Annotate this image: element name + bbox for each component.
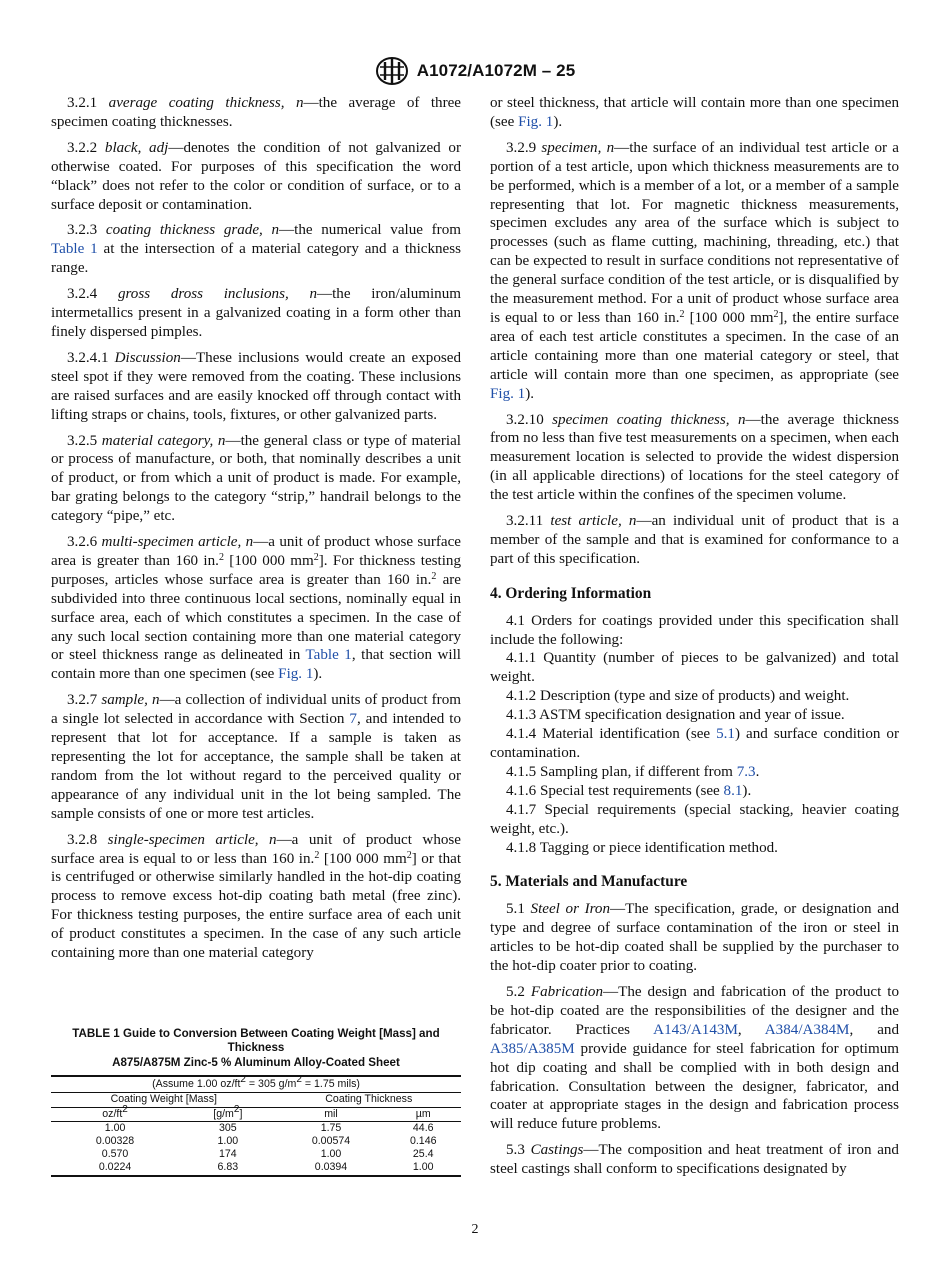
unit-mil: mil (277, 1107, 386, 1121)
para-3-2-8: 3.2.8 single-specimen article, n—a unit of product whose surface area is equal to or less than 160 in.$^2$ [100 000 $mm^2$] or that is centrifuged or otherwise similarly handled in the hot-dip coating process to remove excess hot-dip coating bath metal (free zinc). For thickness testing purposes, the entire surface area of each unit of product constitutes a specimen. In the case of any such article containing more than one material category (51, 831, 462, 962)
a143-link[interactable]: A143/A143M (653, 1021, 738, 1038)
table-1-link[interactable]: Table 1 (305, 647, 352, 664)
table-cell: 0.00328 (95, 1135, 135, 1148)
table-cell: 1.00 (385, 1161, 461, 1175)
para-4-1-4: 4.1.4 Material identification (see 5.1) and surface condition or contamination. (490, 726, 899, 761)
para-3-2-1: 3.2.1 average coating thickness, n—the average of three specimen coating thicknesses. (51, 95, 462, 130)
table-cell: 305 (218, 1121, 237, 1134)
para-4-1-6: 4.1.6 Special test requirements (see 8.1). (506, 782, 752, 799)
table-assumption: (Assume 1.00 $oz/ft^2 = 305$ $g/m^2 = 1.75$ mils) (51, 1076, 461, 1093)
table-title: TABLE 1 Guide to Conversion Between Coating Weight [Mass] and Thickness (72, 1027, 440, 1055)
table-cell: 0.570 (101, 1148, 129, 1161)
table-cell: 0.146 (409, 1135, 437, 1148)
para-3-2-10: 3.2.10 specimen coating thickness, n—the average thickness from no less than five test measurements on a specimen, when each measurement location is selected to provide the widest dispersion (in all applicable directions) of locations for the steel category of the test article within the confines of the specimen volume. (490, 411, 900, 504)
conversion-table (51, 1075, 461, 1176)
table-1 (51, 1027, 461, 1177)
para-3-2-2: 3.2.2 black, adj—denotes the condition of not galvanized or otherwise coated. For purposes of this specification the word “black” does not refer to the color or condition of surface, or to a surface deposit or contamination. (51, 139, 461, 213)
fig-1-link[interactable]: Fig. 1 (278, 666, 314, 683)
para-4-1-8: 4.1.8 Tagging or piece identification method. (506, 839, 778, 856)
table-subtitle: A875/A875M Zinc-5 % Aluminum Alloy-Coated Sheet (112, 1055, 400, 1069)
table-cell: 0.0224 (51, 1161, 179, 1175)
fig-1-link[interactable]: Fig. 1 (518, 113, 554, 130)
section-8-1-link[interactable]: 8.1 (723, 782, 743, 799)
para-4-1-2: 4.1.2 Description (type and size of products) and weight. (506, 688, 850, 705)
table-assumption-row (51, 1076, 461, 1093)
para-4-1: 4.1 Orders for coatings provided under this specification shall include the following: (490, 612, 899, 648)
para-5-1: 5.1 Steel or Iron—The specification, grade, or designation and type and degree of surface contamination of the iron or steel in articles to be hot-dip coated shall be supplied by the purchaser to the hot-dip coater prior to coating. (490, 901, 899, 975)
para-3-2-11: 3.2.11 test article, n—an individual unit of product that is a member of the sample and that is examined for conformance to a part of this specification. (490, 513, 899, 567)
table-row (51, 1121, 461, 1135)
table-group-header (51, 1093, 461, 1107)
para-5-3: 5.3 Castings—The composition and heat treatment of iron and steel castings shall conform to specifications designated by (490, 1142, 899, 1178)
a384-link[interactable]: A384/A384M (764, 1021, 850, 1038)
table-row (51, 1135, 461, 1148)
para-5-2: 5.2 Fabrication—The design and fabrication of the product to be hot-dip coated are the responsibilities of the designer and the fabricator. Practices A143/A143M, A384/A384M, and A385/A385M provide guidance for steel fabrication for optimum hot dip coating and shall be complied with in both design and fabrication. Consultation between the designer, fabricator, and coater at appropriate stages in the design and fabrication process will reduce future problems. (490, 983, 900, 1133)
para-4-1-1: 4.1.1 Quantity (number of pieces to be galvanized) and total weight. (490, 650, 899, 686)
astm-logo-icon (375, 56, 409, 86)
a385-link[interactable]: A385/A385M (490, 1040, 575, 1057)
section-4-heading: 4. Ordering Information (490, 584, 652, 602)
page-header (0, 56, 950, 91)
page-number: 2 (471, 1222, 479, 1237)
section-7-3-link[interactable]: 7.3 (736, 763, 756, 780)
header-coating-thickness: Coating Thickness (277, 1093, 461, 1107)
para-3-2-9: 3.2.9 specimen, n—the surface of an individual test article or a portion of a test article, upon which thickness measurements are to be performed, which is a member of a lot, or a member of a sample representing that lot. For magnetic thickness measurements, specimen excludes any area of the surface which is subject to processes (such as flame cutting, machining, threading, etc.) that can be expected to result in surface conditions not representative of the general surface condition of the test article, or is disqualified by the measurement method. For a unit of product whose surface area is equal to or less than 160 in.$^2$ [100 000 $mm^2$], the entire surface area of each test article constitutes a specimen. In the case of an article containing more than one material category or steel, that article will contain more than one specimen, as appropriate (see Fig. 1). (490, 139, 899, 402)
table-cell: 0.00574 (311, 1135, 351, 1148)
table-row (51, 1161, 461, 1175)
table-1-link[interactable]: Table 1 (51, 241, 98, 258)
table-cell: 1.00 (217, 1135, 239, 1148)
document-id: A1072/A1072M – 25 (416, 61, 576, 80)
right-column (490, 94, 899, 1186)
table-row (51, 1148, 461, 1161)
fig-1-link[interactable]: Fig. 1 (490, 385, 526, 402)
para-3-2-3: 3.2.3 coating thickness grade, n—the numerical value from Table 1 at the intersection of a material category and a thickness range. (51, 222, 462, 277)
table-unit-header (51, 1107, 461, 1121)
unit-g-m2: $[g/m^2]$ (179, 1107, 276, 1121)
table-cell: 1.75 (320, 1121, 342, 1134)
para-3-2-8-continued: or steel thickness, that article will contain more than one specimen (see Fig. 1). (490, 95, 899, 130)
section-5-1-link[interactable]: 5.1 (716, 726, 735, 743)
section-7-link[interactable]: 7 (349, 711, 357, 728)
unit-oz-ft2: $oz/ft^2$ (51, 1107, 179, 1121)
table-cell: 1.00 (104, 1121, 126, 1134)
para-3-2-4: 3.2.4 gross dross inclusions, n—the iron/aluminum intermetallics present in a galvanized coating in a form other than finely dispersed pimples. (51, 286, 462, 340)
left-column (51, 94, 461, 970)
table-cell: 0.0394 (277, 1161, 386, 1175)
table-cell: 1.00 (320, 1148, 342, 1161)
para-3-2-4-1: 3.2.4.1 Discussion—These inclusions would create an exposed steel spot if they were removed from the coating. These inclusions are raised surfaces and are easily knocked off through contact with lifting straps or chains, tools, fixtures, or other galvanized parts. (51, 349, 461, 423)
table-cell: 44.6 (412, 1121, 434, 1134)
para-4-1-5: 4.1.5 Sampling plan, if different from 7.3. (506, 763, 760, 780)
table-cell: 25.4 (412, 1148, 434, 1161)
header-coating-weight: Coating Weight [Mass] (51, 1093, 277, 1107)
table-cell: 6.83 (179, 1161, 276, 1175)
para-3-2-5: 3.2.5 material category, n—the general class or type of material or process of manufacture, or both, that nominally describes a unit of product, or from which a unit of product is made. For example, bar grating belongs to the category “strip,” handrail belongs to the category “pipe,” etc. (51, 432, 461, 525)
section-5-heading: 5. Materials and Manufacture (490, 873, 688, 891)
para-3-2-7: 3.2.7 sample, n—a collection of individual units of product from a single lot selected in accordance with Section 7, and intended to represent that lot for acceptance. If a sample is taken as representing the lot for acceptance, the sample shall be taken at random from the lot without regard to the perceived quality or appearance of any individual unit in the lot being sampled. The sample consists of one or more test articles. (51, 692, 461, 822)
unit-um: µm (385, 1107, 461, 1121)
para-4-1-3: 4.1.3 ASTM specification designation and year of issue. (506, 707, 845, 724)
table-cell: 174 (218, 1148, 237, 1161)
para-3-2-6: 3.2.6 multi-specimen article, n—a unit of product whose surface area is greater than 160 in.$^2$ [100 000 $mm^2$]. For thickness testing purposes, articles whose surface area is greater than 160 in.$^2$ are subdivided into three continuous local sections, nominally equal in surface area, each of which constitutes a specimen. In the case of any such local section containing more than one material category or steel thickness range as delineated in Table 1, that section will contain more than one specimen (see Fig. 1). (51, 534, 462, 683)
para-4-1-7: 4.1.7 Special requirements (special stacking, heavier coating weight, etc.). (490, 801, 899, 837)
